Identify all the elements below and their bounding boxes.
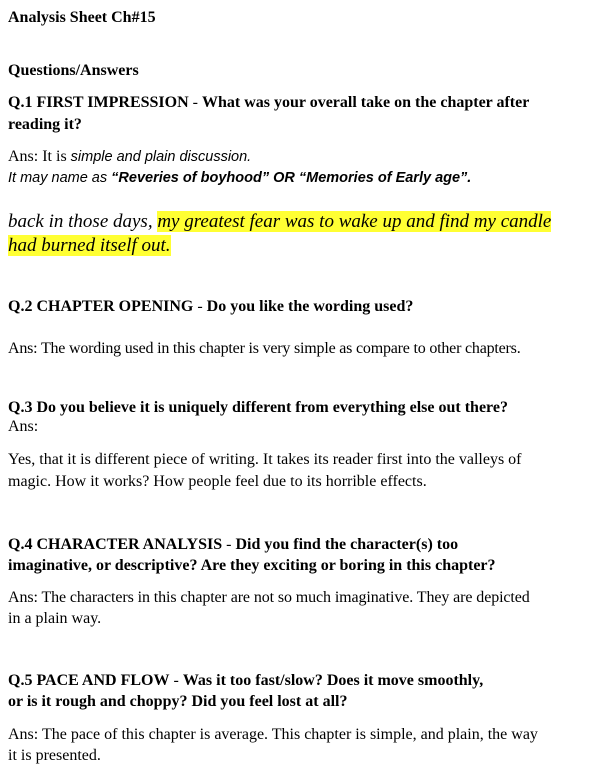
q3-answer-line2: magic. How it works? How people feel due to its horrible effects. (8, 473, 427, 490)
q5-question-text: Was it too fast/slow? Does it move smoothly, (182, 672, 484, 689)
q1-answer-titles: “Reveries of boyhood” OR “Memories of Early age”. (111, 170, 472, 186)
q3-question: Q.3 Do you believe it is uniquely different from everything else out there? (8, 399, 508, 416)
q1-answer-prefix: Ans: It is (8, 148, 71, 165)
q1-quote-highlight-2: had burned itself out. (8, 235, 171, 256)
q1-separator: - (188, 94, 202, 111)
q1-answer-line2-prefix: It may name as (8, 170, 112, 186)
q1-quote-line1 (8, 210, 551, 234)
q1-quote-highlight-1: my greatest fear was to wake up and find my candle (157, 211, 552, 232)
q4-answer-line1: Ans: The characters in this chapter are not so much imaginative. They are depicted (8, 589, 530, 606)
q5-question-line1 (8, 671, 483, 691)
q1-answer-line1 (8, 147, 251, 167)
q5-answer-line2: it is presented. (8, 747, 101, 764)
q1-quote-line2 (8, 234, 171, 258)
q4-label: Q.4 CHARACTER ANALYSIS (8, 536, 223, 553)
q4-question-line2: imaginative, or descriptive? Are they exciting or boring in this chapter? (8, 557, 496, 574)
q2-label: Q.2 CHAPTER OPENING (8, 298, 194, 315)
q5-answer-line1: Ans: The pace of this chapter is average. This chapter is simple, and plain, the way (8, 726, 538, 743)
q4-separator: - (222, 536, 236, 553)
q2-question (8, 297, 413, 317)
q4-question-line1 (8, 535, 458, 555)
q5-question-line2: or is it rough and choppy? Did you feel lost at all? (8, 693, 348, 710)
q2-separator: - (193, 298, 207, 315)
q1-question-line1 (8, 93, 529, 113)
q1-question-line2: reading it? (8, 116, 82, 133)
section-heading: Questions/Answers (8, 62, 139, 79)
q3-answer-line1: Yes, that it is different piece of writing. It takes its reader first into the valleys of (8, 451, 522, 468)
q1-question-text: What was your overall take on the chapter after (201, 94, 530, 111)
q4-question-text: Did you find the character(s) too (235, 536, 459, 553)
q1-answer-text: simple and plain discussion. (70, 149, 252, 165)
q3-answer-label: Ans: (8, 418, 39, 435)
q2-answer: Ans: The wording used in this chapter is very simple as compare to other chapters. (8, 340, 521, 357)
q4-answer-line2: in a plain way. (8, 610, 102, 627)
q2-question-text: Do you like the wording used? (206, 298, 414, 315)
q1-answer-line2 (8, 168, 471, 188)
q5-separator: - (169, 672, 183, 689)
document-title: Analysis Sheet Ch#15 (8, 9, 156, 26)
q1-label: Q.1 FIRST IMPRESSION (8, 94, 189, 111)
q1-quote-plain: back in those days, (8, 211, 158, 232)
q5-label: Q.5 PACE AND FLOW (8, 672, 170, 689)
